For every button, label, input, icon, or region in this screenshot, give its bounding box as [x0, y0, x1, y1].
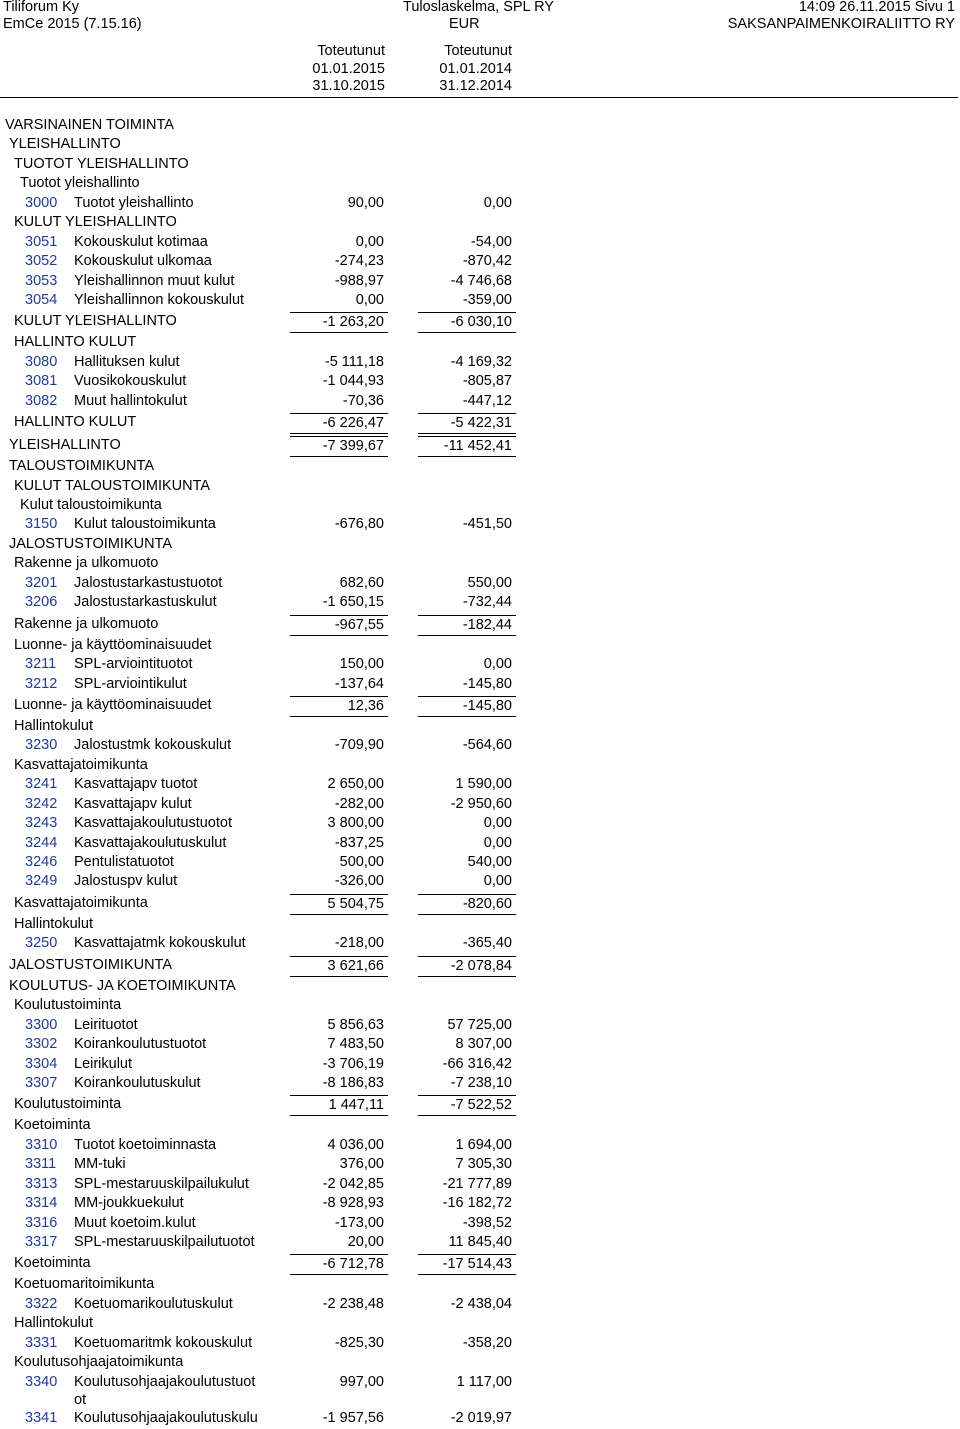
account-row: [0, 194, 960, 213]
section-heading: [0, 213, 960, 232]
account-row: [0, 872, 960, 891]
column-header-previous: [412, 43, 512, 96]
account-description: Koetuomarikoulutuskulut: [74, 1295, 233, 1312]
total-row: [0, 694, 960, 717]
account-number: 3243: [25, 815, 58, 832]
value-current: -1 650,15: [322, 594, 384, 611]
account-row: [0, 1409, 960, 1428]
account-description: Yleishallinnon muut kulut: [74, 272, 235, 289]
account-number: 3054: [25, 291, 58, 308]
report-body: [0, 116, 960, 1428]
account-row: [0, 1055, 960, 1074]
value-current: -282,00: [334, 795, 384, 812]
account-row: [0, 934, 960, 953]
value-previous: -2 950,60: [450, 795, 512, 812]
organization-name: SAKSANPAIMENKOIRALIITTO RY: [727, 16, 955, 32]
account-description: Koulutusohjaajakoulutuskulu: [74, 1409, 258, 1426]
account-row: [0, 795, 960, 814]
value-current: 997,00: [339, 1373, 384, 1390]
account-description: MM-tuki: [74, 1156, 126, 1173]
account-description: Leirikulut: [74, 1055, 133, 1072]
value-current: -709,90: [334, 737, 384, 754]
header-rule: [0, 97, 958, 98]
account-row: [0, 736, 960, 755]
value-previous: -16 182,72: [442, 1195, 512, 1212]
account-row: [0, 392, 960, 411]
period-start: 01.01.2015: [312, 60, 385, 77]
total-label: Rakenne ja ulkomuoto: [14, 615, 159, 632]
total-label: JALOSTUSTOIMIKUNTA: [9, 956, 173, 973]
account-description: Leirituotot: [74, 1016, 138, 1033]
heading-label: Hallintokulut: [14, 1315, 93, 1332]
account-number: 3053: [25, 272, 58, 289]
value-current: -326,00: [334, 873, 384, 890]
section-heading: [0, 1116, 960, 1135]
value-previous: 0,00: [483, 656, 512, 673]
account-row: [0, 252, 960, 271]
heading-label: TUOTOT YLEISHALLINTO: [14, 155, 189, 172]
account-row: [0, 233, 960, 252]
account-row: [0, 853, 960, 872]
value-current: -274,23: [334, 253, 384, 270]
value-current: 500,00: [339, 854, 384, 870]
account-description: Koirankoulutustuotot: [74, 1036, 207, 1053]
value-previous: -358,20: [462, 1334, 512, 1351]
account-number: 3230: [25, 737, 58, 754]
value-current: -137,64: [334, 675, 384, 692]
account-description: Tuotot yleishallinto: [74, 194, 194, 211]
section-heading: [0, 1353, 960, 1372]
total-value-previous: -5 422,31: [418, 413, 516, 434]
account-number: 3206: [25, 594, 58, 611]
section-heading: [0, 496, 960, 515]
value-previous: 540,00: [467, 854, 512, 870]
account-description: Muut hallintokulut: [74, 392, 187, 409]
section-heading: [0, 717, 960, 736]
account-number: 3249: [25, 873, 58, 890]
value-previous: -447,12: [462, 392, 512, 409]
account-description: Koetuomaritmk kokouskulut: [74, 1334, 253, 1351]
account-number: 3311: [25, 1156, 57, 1173]
account-row: [0, 834, 960, 853]
account-description: Yleishallinnon kokouskulut: [74, 291, 245, 308]
heading-label: TALOUSTOIMIKUNTA: [9, 458, 155, 475]
account-number: 3322: [25, 1295, 58, 1312]
account-description: Tuotot koetoiminnasta: [74, 1136, 217, 1153]
value-previous: 550,00: [467, 574, 512, 591]
heading-label: Koulutustoiminta: [14, 997, 122, 1014]
account-description: Koirankoulutuskulut: [74, 1074, 201, 1091]
value-current: 3 800,00: [327, 815, 384, 832]
account-row: [0, 1214, 960, 1233]
value-current: -837,25: [334, 834, 384, 851]
value-current: -5 111,18: [324, 353, 384, 370]
total-row: [0, 613, 960, 636]
heading-label: HALLINTO KULUT: [14, 334, 137, 351]
heading-label: Kulut taloustoimikunta: [20, 497, 162, 513]
section-heading: [0, 915, 960, 934]
value-previous: -805,87: [462, 373, 512, 390]
section-heading: [0, 1314, 960, 1333]
value-previous: 0,00: [483, 873, 512, 890]
section-heading: [0, 135, 960, 154]
account-row: [0, 1175, 960, 1194]
total-value-previous: -7 522,52: [418, 1095, 516, 1116]
account-row: [0, 1334, 960, 1353]
value-current: -8 928,93: [322, 1195, 384, 1212]
value-current: 0,00: [355, 233, 384, 250]
currency-label: EUR: [449, 16, 480, 32]
total-value-previous: -6 030,10: [418, 312, 516, 333]
account-number: 3341: [25, 1409, 58, 1426]
account-row: [0, 675, 960, 694]
section-heading: [0, 636, 960, 655]
heading-label: Rakenne ja ulkomuoto: [14, 555, 159, 572]
value-previous: -359,00: [462, 291, 512, 308]
value-previous: 57 725,00: [447, 1016, 512, 1033]
software-version: EmCe 2015 (7.15.16): [3, 16, 142, 32]
account-row: [0, 291, 960, 310]
value-current: 150,00: [339, 656, 384, 673]
value-current: -676,80: [334, 516, 384, 533]
account-number: 3316: [25, 1214, 58, 1231]
value-current: 90,00: [347, 194, 384, 211]
account-number: 3302: [25, 1036, 58, 1053]
account-description: Hallituksen kulut: [74, 353, 180, 370]
value-previous: -4 746,68: [450, 272, 512, 289]
total-row: [0, 310, 960, 333]
value-previous: -365,40: [462, 935, 512, 952]
account-number: 3244: [25, 834, 58, 851]
account-row: [0, 1373, 960, 1409]
account-row: [0, 593, 960, 612]
account-number: 3081: [25, 373, 58, 390]
value-current: -1 957,56: [322, 1409, 384, 1426]
account-row: [0, 775, 960, 794]
account-description: Kulut taloustoimikunta: [74, 516, 216, 533]
account-description: SPL-arviointituotot: [74, 656, 193, 673]
section-heading: [0, 457, 960, 476]
account-row: [0, 272, 960, 291]
value-previous: -21 777,89: [442, 1175, 512, 1192]
account-number: 3051: [25, 233, 58, 250]
value-previous: -870,42: [462, 253, 512, 270]
total-row: [0, 1252, 960, 1275]
value-current: 0,00: [355, 291, 384, 308]
account-description: Kasvattajapv kulut: [74, 795, 192, 812]
account-row: [0, 1035, 960, 1054]
company-name: Tiliforum Ky: [3, 0, 79, 15]
column-label: Toteutunut: [317, 43, 385, 59]
total-value-current: -1 263,20: [290, 312, 388, 333]
account-description: SPL-arviointikulut: [74, 675, 187, 692]
heading-label: Tuotot yleishallinto: [20, 175, 140, 192]
value-previous: 0,00: [483, 194, 512, 211]
column-header-current: [285, 43, 385, 96]
account-number: 3082: [25, 392, 58, 409]
total-label: Kasvattajatoimikunta: [14, 894, 148, 911]
section-heading: [0, 977, 960, 996]
total-value-current: -6 226,47: [290, 413, 388, 434]
account-number: 3242: [25, 795, 58, 812]
total-row: [0, 954, 960, 977]
value-previous: -564,60: [462, 737, 512, 754]
total-value-current: -6 712,78: [290, 1254, 388, 1275]
total-value-previous: -11 452,41: [418, 436, 516, 457]
value-previous: 0,00: [483, 815, 512, 832]
total-row: [0, 434, 960, 457]
total-value-current: -967,55: [290, 615, 388, 636]
value-current: -2 238,48: [322, 1295, 384, 1312]
value-current: -173,00: [334, 1214, 384, 1231]
total-value-current: 12,36: [290, 696, 388, 717]
account-row: [0, 1295, 960, 1314]
account-number: 3000: [25, 194, 58, 211]
value-previous: -2 438,04: [450, 1295, 512, 1312]
account-row: [0, 574, 960, 593]
total-row: [0, 411, 960, 434]
value-previous: 1 694,00: [455, 1136, 512, 1153]
account-number: 3201: [25, 574, 58, 591]
value-previous: -4 169,32: [450, 353, 512, 370]
total-label: KULUT YLEISHALLINTO: [14, 313, 177, 330]
section-heading: [0, 333, 960, 352]
value-previous: 1 590,00: [455, 776, 512, 793]
account-number: 3307: [25, 1074, 58, 1091]
print-timestamp-page: 14:09 26.11.2015 Sivu 1: [798, 0, 955, 15]
account-description: Kasvattajatmk kokouskulut: [74, 935, 246, 952]
value-current: -2 042,85: [322, 1175, 384, 1192]
value-previous: -732,44: [462, 594, 512, 611]
account-description: Jalostuspv kulut: [74, 873, 178, 890]
account-description: Jalostustarkastustuotot: [74, 574, 223, 591]
account-number: 3241: [25, 776, 58, 793]
account-number: 3304: [25, 1055, 58, 1072]
section-heading: [0, 996, 960, 1015]
account-description: Kasvattajakoulutuskulut: [74, 834, 227, 851]
account-row: [0, 1155, 960, 1174]
heading-label: Hallintokulut: [14, 915, 93, 932]
value-current: 4 036,00: [327, 1136, 384, 1153]
total-label: Luonne- ja käyttöominaisuudet: [14, 696, 212, 713]
total-label: HALLINTO KULUT: [14, 414, 137, 431]
heading-label: VARSINAINEN TOIMINTA: [5, 117, 174, 133]
heading-label: Kasvattajatoimikunta: [14, 756, 148, 773]
value-previous: -54,00: [470, 233, 512, 250]
value-current: 5 856,63: [327, 1016, 384, 1033]
account-number: 3250: [25, 935, 58, 952]
total-value-current: 3 621,66: [290, 956, 388, 977]
account-row: [0, 353, 960, 372]
value-current: 2 650,00: [327, 776, 384, 793]
value-previous: 7 305,30: [455, 1156, 512, 1173]
value-current: -1 044,93: [322, 373, 384, 390]
total-value-previous: -2 078,84: [418, 956, 516, 977]
section-heading: [0, 535, 960, 554]
account-row: [0, 814, 960, 833]
section-heading: [0, 756, 960, 775]
account-row: [0, 515, 960, 534]
account-number: 3080: [25, 353, 58, 370]
value-previous: -451,50: [462, 516, 512, 533]
value-previous: 11 845,40: [448, 1234, 512, 1250]
total-label: Koetoiminta: [14, 1255, 91, 1272]
value-previous: 0,00: [483, 834, 512, 851]
total-value-previous: -17 514,43: [418, 1254, 516, 1275]
heading-label: Koetoiminta: [14, 1117, 91, 1134]
value-previous: -2 019,97: [450, 1409, 512, 1426]
account-number: 3211: [25, 656, 57, 673]
account-number: 3340: [25, 1373, 58, 1390]
account-row: [0, 1194, 960, 1213]
value-current: -218,00: [334, 935, 384, 952]
total-value-previous: -145,80: [418, 696, 516, 717]
account-description: MM-joukkuekulut: [74, 1195, 184, 1212]
section-heading: [0, 1275, 960, 1294]
value-current: -70,36: [342, 392, 384, 409]
account-row: [0, 1136, 960, 1155]
heading-label: YLEISHALLINTO: [9, 136, 121, 153]
account-description: Koulutusohjaajakoulutustuot ot: [74, 1373, 256, 1408]
value-previous: -66 316,42: [442, 1055, 512, 1072]
account-row: [0, 655, 960, 674]
value-current: 7 483,50: [327, 1036, 384, 1053]
account-row: [0, 1074, 960, 1093]
heading-label: Koulutusohjaajatoimikunta: [14, 1354, 184, 1371]
account-number: 3310: [25, 1136, 58, 1153]
account-description: Kasvattajakoulutustuotot: [74, 815, 232, 832]
column-label: Toteutunut: [444, 43, 512, 59]
total-value-previous: -182,44: [418, 615, 516, 636]
account-number: 3331: [25, 1334, 58, 1351]
value-current: -8 186,83: [322, 1074, 384, 1091]
heading-label: JALOSTUSTOIMIKUNTA: [9, 535, 173, 552]
total-value-current: 1 447,11: [290, 1095, 388, 1116]
period-end: 31.12.2014: [439, 78, 512, 94]
value-previous: 8 307,00: [455, 1036, 512, 1053]
account-number: 3246: [25, 854, 58, 870]
account-description: Kokouskulut ulkomaa: [74, 253, 212, 270]
account-description: Jalostustmk kokouskulut: [74, 737, 232, 754]
heading-label: Koetuomaritoimikunta: [14, 1276, 155, 1293]
total-row: [0, 892, 960, 915]
section-heading: [0, 116, 960, 135]
heading-label: Hallintokulut: [14, 717, 93, 734]
period-start: 01.01.2014: [439, 60, 512, 77]
total-row: [0, 1093, 960, 1116]
account-number: 3052: [25, 253, 58, 270]
account-description: Kasvattajapv tuotot: [74, 776, 198, 793]
value-current: -825,30: [334, 1334, 384, 1351]
account-description: Muut koetoim.kulut: [74, 1214, 196, 1231]
heading-label: KULUT YLEISHALLINTO: [14, 214, 177, 231]
account-number: 3314: [25, 1195, 58, 1212]
account-number: 3212: [25, 675, 58, 692]
total-value-current: 5 504,75: [290, 894, 388, 915]
account-description: SPL-mestaruuskilpailukulut: [74, 1175, 249, 1192]
total-value-current: -7 399,67: [290, 436, 388, 457]
account-description: Pentulistatuotot: [74, 854, 174, 870]
section-heading: [0, 155, 960, 174]
heading-label: Luonne- ja käyttöominaisuudet: [14, 636, 212, 653]
period-end: 31.10.2015: [312, 78, 385, 94]
value-previous: -7 238,10: [450, 1074, 512, 1091]
value-current: 376,00: [339, 1156, 384, 1173]
value-current: -988,97: [334, 272, 384, 289]
section-heading: [0, 477, 960, 496]
heading-label: KULUT TALOUSTOIMIKUNTA: [14, 477, 211, 494]
total-label: Koulutustoiminta: [14, 1096, 122, 1113]
total-label: YLEISHALLINTO: [9, 437, 121, 454]
account-description: Vuosikokouskulut: [74, 373, 187, 390]
value-current: 682,60: [339, 574, 384, 591]
account-number: 3313: [25, 1175, 58, 1192]
value-previous: -145,80: [462, 675, 512, 692]
value-current: -3 706,19: [322, 1055, 384, 1072]
account-row: [0, 372, 960, 391]
value-previous: 1 117,00: [456, 1373, 512, 1390]
section-heading: [0, 174, 960, 193]
report-title: Tuloslaskelma, SPL RY: [403, 0, 554, 15]
total-value-previous: -820,60: [418, 894, 516, 915]
value-current: 20,00: [347, 1234, 384, 1250]
heading-label: KOULUTUS- JA KOETOIMIKUNTA: [9, 977, 236, 994]
account-description: Jalostustarkastuskulut: [74, 594, 217, 611]
value-previous: -398,52: [462, 1214, 512, 1231]
account-description: Kokouskulut kotimaa: [74, 233, 208, 250]
account-row: [0, 1233, 960, 1252]
section-heading: [0, 554, 960, 573]
account-description: SPL-mestaruuskilpailutuotot: [74, 1234, 255, 1250]
account-number: 3150: [25, 516, 58, 533]
account-number: 3317: [25, 1234, 58, 1250]
account-row: [0, 1016, 960, 1035]
account-number: 3300: [25, 1016, 58, 1033]
